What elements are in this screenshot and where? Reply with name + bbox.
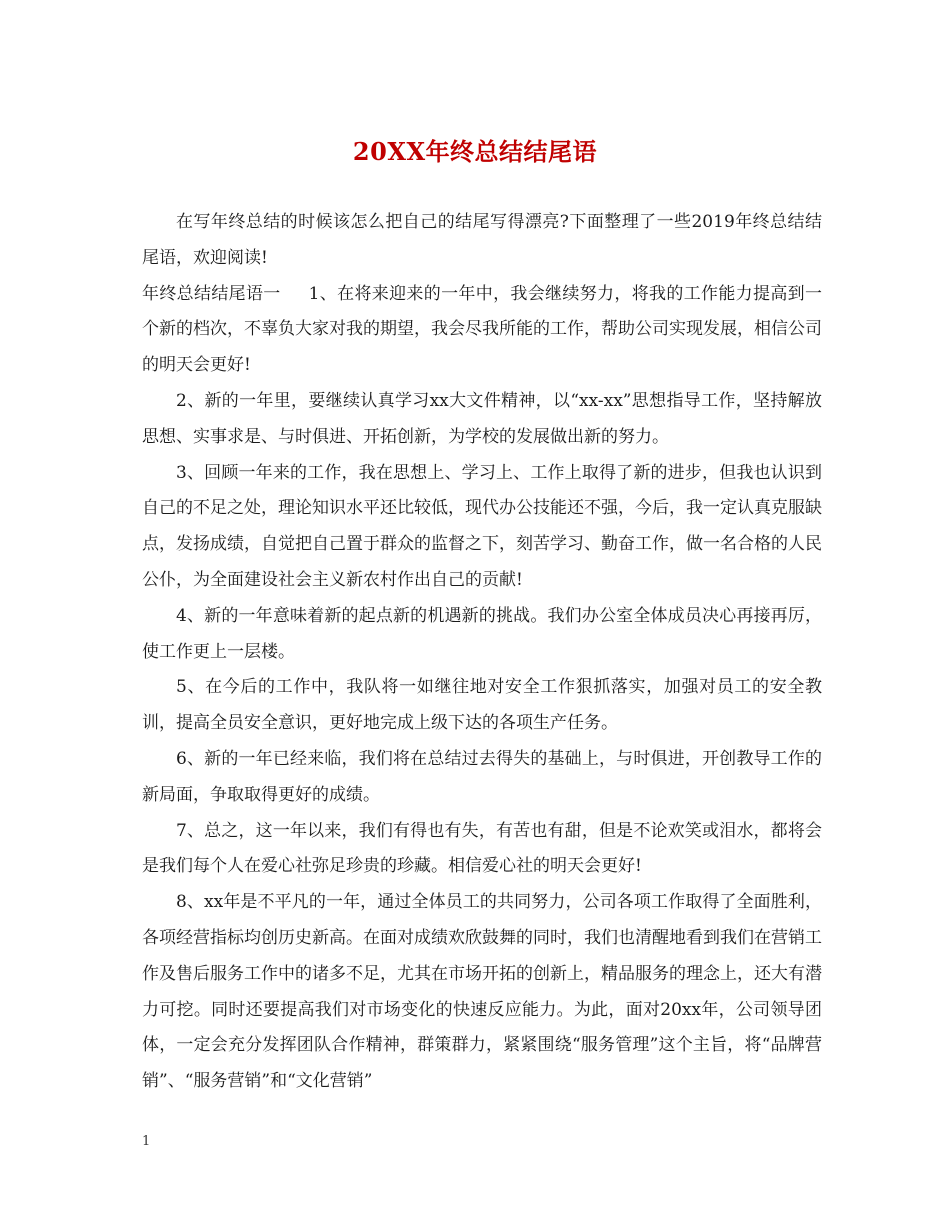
intro-paragraph: 在写年终总结的时候该怎么把自己的结尾写得漂亮?下面整理了一些2019年终总结结尾语，欢迎阅读! [142,212,822,268]
item-8: 8、xx年是不平凡的一年，通过全体员工的共同努力，公司各项工作取得了全面胜利，各项经营指标均创历史新高。在面对成绩欢欣鼓舞的同时，我们也清醒地看到我们在营销工作及售后服务工作中的诸多不足，尤其在市场开拓的创新上，精品服务的理念上，还大有潜力可挖。同时还要提高我们对市场变化的快速反应能力。为此，面对20xx年，公司领导团体，一定会充分发挥团队合作精神，群策群力，紧紧围绕“服务管理”这个主旨，将“品牌营销”、“服务营销”和“文化营销” [142,892,822,1092]
document-body [142,205,822,1100]
item-2: 2、新的一年里，要继续认真学习xx大文件精神，以“xx-xx”思想指导工作，坚持解放思想、实事求是、与时俱进、开拓创新，为学校的发展做出新的努力。 [142,390,822,447]
item-3: 3、回顾一年来的工作，我在思想上、学习上、工作上取得了新的进步，但我也认识到自己的不足之处，理论知识水平还比较低，现代办公技能还不强，今后，我一定认真克服缺点，发扬成绩，自觉把自己置于群众的监督之下，刻苦学习、勤奋工作，做一名合格的人民公仆，为全面建设社会主义新农村作出自己的贡献! [142,462,822,590]
section-label: 年终总结结尾语一 [142,283,281,304]
item-5: 5、在今后的工作中，我队将一如继往地对安全工作狠抓落实，加强对员工的安全教训，提高全员安全意识，更好地完成上级下达的各项生产任务。 [142,677,822,734]
item-4: 4、新的一年意味着新的起点新的机遇新的挑战。我们办公室全体成员决心再接再厉，使工作更上一层楼。 [142,605,822,662]
item-6: 6、新的一年已经来临，我们将在总结过去得失的基础上，与时俱进，开创教导工作的新局面，争取取得更好的成绩。 [142,748,822,805]
item-1: 1、在将来迎来的一年中，我会继续努力，将我的工作能力提高到一个新的档次，不辜负大家对我的期望，我会尽我所能的工作，帮助公司实现发展，相信公司的明天会更好! [142,283,822,376]
document-title: 20XX年终总结结尾语 [352,137,598,166]
page-number: 1 [142,1134,151,1149]
item-7: 7、总之，这一年以来，我们有得也有失，有苦也有甜，但是不论欢笑或泪水，都将会是我们每个人在爱心社弥足珍贵的珍藏。相信爱心社的明天会更好! [142,820,822,877]
section-paragraph-1 [142,277,822,384]
